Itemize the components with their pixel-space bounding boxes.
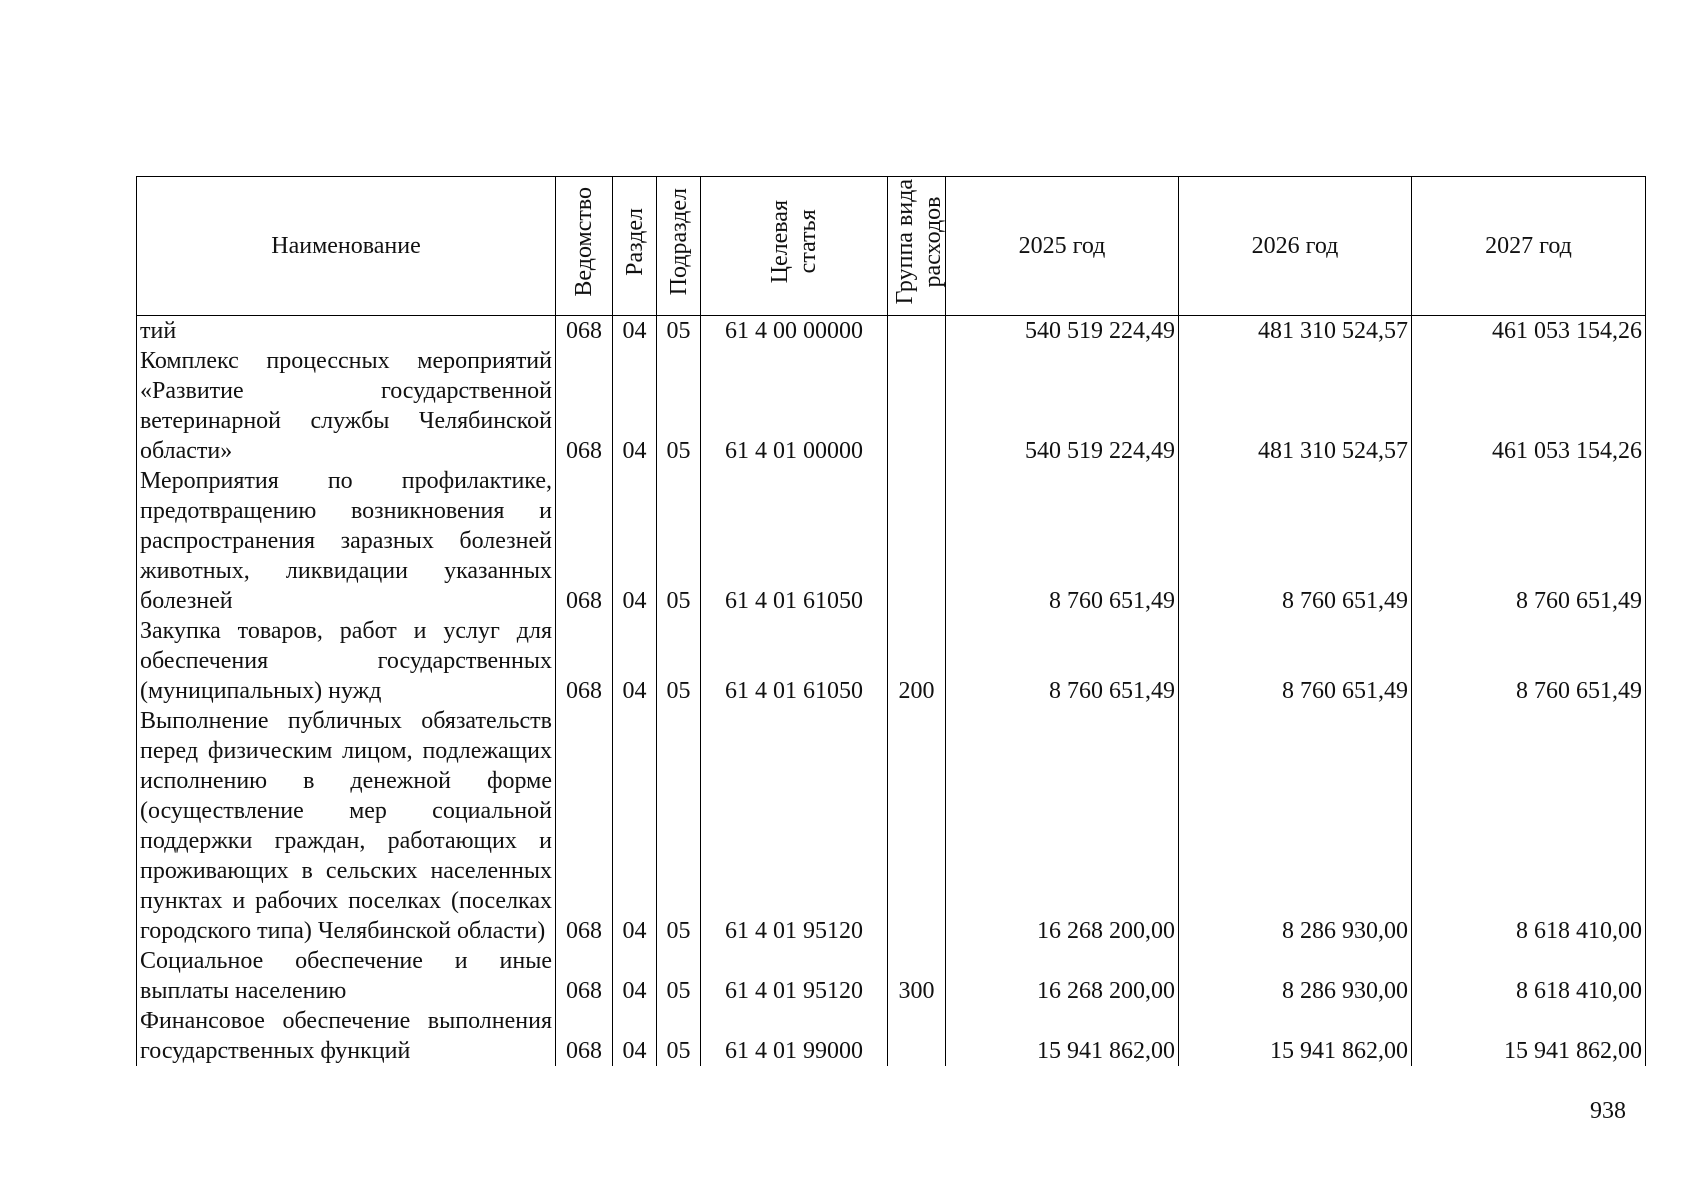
row-name: Выполнение публичных обязательств перед физическим лицом, подлежащих исполнению в денежной форме (осуществление мер социальной поддержки граждан, работающих и проживающих в сельских населенных пунктах и рабочих поселках (поселках городского типа) Челябинской области): [137, 706, 556, 946]
row-target-item: 61 4 00 00000: [701, 316, 888, 347]
budget-table: [136, 176, 1646, 1066]
row-amount-2025: 16 268 200,00: [946, 706, 1179, 946]
table-row: [137, 346, 1646, 466]
header-year-2026: 2026 год: [1179, 177, 1412, 316]
row-amount-2027: 8 760 651,49: [1412, 466, 1646, 616]
row-amount-2027: 461 053 154,26: [1412, 316, 1646, 347]
header-department: [556, 177, 613, 316]
row-name: Социальное обеспечение и иные выплаты населению: [137, 946, 556, 1006]
row-expense-group: 200: [888, 616, 946, 706]
row-amount-2026: 8 286 930,00: [1179, 946, 1412, 1006]
row-amount-2026: 8 760 651,49: [1179, 466, 1412, 616]
row-subsection: 05: [657, 346, 701, 466]
table-row: [137, 466, 1646, 616]
row-name: Финансовое обеспечение выполнения государственных функций: [137, 1006, 556, 1066]
row-target-item: 61 4 01 00000: [701, 346, 888, 466]
row-amount-2025: 16 268 200,00: [946, 946, 1179, 1006]
header-section: [613, 177, 657, 316]
row-target-item: 61 4 01 61050: [701, 616, 888, 706]
row-department: 068: [556, 946, 613, 1006]
row-expense-group: [888, 1006, 946, 1066]
row-amount-2026: 15 941 862,00: [1179, 1006, 1412, 1066]
row-section: 04: [613, 316, 657, 347]
row-amount-2027: 15 941 862,00: [1412, 1006, 1646, 1066]
row-section: 04: [613, 1006, 657, 1066]
row-amount-2026: 8 760 651,49: [1179, 616, 1412, 706]
table-row: [137, 706, 1646, 946]
header-row: [137, 177, 1646, 316]
page-number: 938: [1590, 1098, 1626, 1124]
row-expense-group: [888, 346, 946, 466]
row-section: 04: [613, 466, 657, 616]
row-name: Закупка товаров, работ и услуг для обеспечения государственных (муниципальных) нужд: [137, 616, 556, 706]
row-subsection: 05: [657, 706, 701, 946]
row-target-item: 61 4 01 99000: [701, 1006, 888, 1066]
row-section: 04: [613, 706, 657, 946]
header-target-item-label: Целевая статья: [767, 200, 821, 284]
row-subsection: 05: [657, 1006, 701, 1066]
row-amount-2027: 461 053 154,26: [1412, 346, 1646, 466]
row-department: 068: [556, 346, 613, 466]
row-department: 068: [556, 706, 613, 946]
row-amount-2025: 540 519 224,49: [946, 346, 1179, 466]
table-row: [137, 616, 1646, 706]
header-expense-group: [888, 177, 946, 316]
row-expense-group: [888, 316, 946, 347]
row-subsection: 05: [657, 616, 701, 706]
row-expense-group: [888, 706, 946, 946]
header-section-label: Раздел: [621, 208, 648, 276]
row-amount-2027: 8 618 410,00: [1412, 706, 1646, 946]
header-target-item: [701, 177, 888, 316]
header-year-2025: 2025 год: [946, 177, 1179, 316]
row-name: тий: [137, 316, 556, 347]
row-target-item: 61 4 01 95120: [701, 706, 888, 946]
header-subsection: [657, 177, 701, 316]
row-amount-2026: 481 310 524,57: [1179, 346, 1412, 466]
row-section: 04: [613, 946, 657, 1006]
row-section: 04: [613, 346, 657, 466]
row-subsection: 05: [657, 946, 701, 1006]
header-expense-group-label: Группа вида расходов: [892, 179, 946, 305]
row-amount-2025: 540 519 224,49: [946, 316, 1179, 347]
header-department-label: Ведомство: [571, 187, 597, 297]
row-subsection: 05: [657, 466, 701, 616]
row-expense-group: 300: [888, 946, 946, 1006]
header-year-2027: 2027 год: [1412, 177, 1646, 316]
row-department: 068: [556, 316, 613, 347]
row-department: 068: [556, 466, 613, 616]
row-amount-2027: 8 618 410,00: [1412, 946, 1646, 1006]
row-amount-2025: 8 760 651,49: [946, 616, 1179, 706]
row-name: Мероприятия по профилактике, предотвращению возникновения и распространения заразных болезней животных, ликвидации указанных болезней: [137, 466, 556, 616]
row-target-item: 61 4 01 95120: [701, 946, 888, 1006]
header-subsection-label: Подраздел: [665, 188, 692, 296]
row-amount-2027: 8 760 651,49: [1412, 616, 1646, 706]
budget-table-container: [136, 176, 1645, 1066]
row-amount-2026: 481 310 524,57: [1179, 316, 1412, 347]
row-amount-2026: 8 286 930,00: [1179, 706, 1412, 946]
row-amount-2025: 15 941 862,00: [946, 1006, 1179, 1066]
row-amount-2025: 8 760 651,49: [946, 466, 1179, 616]
row-subsection: 05: [657, 316, 701, 347]
row-section: 04: [613, 616, 657, 706]
row-department: 068: [556, 1006, 613, 1066]
row-name: Комплекс процессных мероприятий «Развитие государственной ветеринарной службы Челябинской области»: [137, 346, 556, 466]
table-row: [137, 316, 1646, 347]
row-expense-group: [888, 466, 946, 616]
table-row: [137, 946, 1646, 1006]
row-target-item: 61 4 01 61050: [701, 466, 888, 616]
row-department: 068: [556, 616, 613, 706]
table-row: [137, 1006, 1646, 1066]
header-name: Наименование: [137, 177, 556, 316]
